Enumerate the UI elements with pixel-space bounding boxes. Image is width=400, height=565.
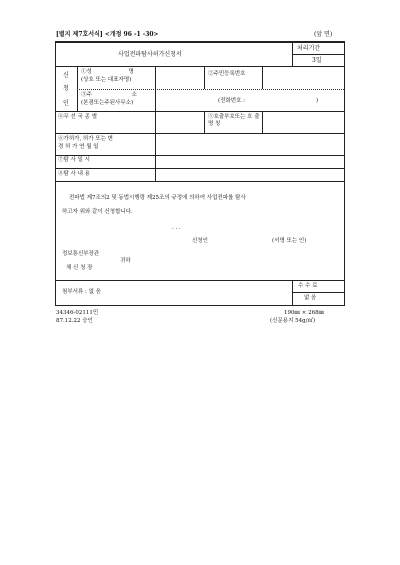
recipient-minister: 정보통신부장관 xyxy=(62,251,100,257)
declaration-line-1: 전파법 제7조의2 및 동법시행령 제25조의 규정에 의하여 사업전파를 탐사 xyxy=(69,195,246,201)
processing-label: 처리기간 xyxy=(297,45,321,52)
recipient-office: 체 신 청 장 xyxy=(66,265,93,271)
page-side: (앞 면) xyxy=(314,31,333,38)
applicant-group-3: 인 xyxy=(63,100,69,107)
station-type-value[interactable] xyxy=(156,112,204,132)
name-label: ①성 명 xyxy=(81,69,134,75)
form-left-border xyxy=(55,41,56,306)
application-date: . . . xyxy=(172,225,181,231)
phone-close: ) xyxy=(316,98,319,104)
fee-split xyxy=(292,292,344,293)
paper-size: 190㎜ × 268㎜ xyxy=(284,310,325,316)
resident-divider xyxy=(204,66,205,89)
form-title: 사업전파탐사허가신청서 xyxy=(118,51,182,58)
name-value[interactable] xyxy=(156,67,204,88)
permit-date-label-2: 경 허 가 연 월 일 xyxy=(58,144,99,150)
phone-label: (전화번호 : xyxy=(218,98,245,104)
name-sublabel: (상호 또는 대표자명) xyxy=(81,77,132,83)
attachments-label: 첨부서류 : 없 음 xyxy=(62,289,101,295)
paper-type: (신문용지 54g/㎡) xyxy=(270,318,316,324)
call-sign-label: ⑤호출부호또는 호 출 명 칭 xyxy=(208,114,260,127)
body-bottom-line xyxy=(55,280,345,281)
station-type-label: ④무 선 국 종 별 xyxy=(58,114,98,120)
form-label: [별지 제7호서식] <개정 96 -1 -30> xyxy=(56,31,159,38)
applicant-group-1: 신 xyxy=(63,72,69,79)
survey-period-label: ⑦탐 사 일 시 xyxy=(58,157,90,163)
form-code: 34346-02111민 xyxy=(56,310,99,316)
resident-no-value[interactable] xyxy=(263,67,343,88)
form-top-border xyxy=(55,41,345,43)
declaration-line-2: 하고자 위와 같이 신청합니다. xyxy=(62,209,133,215)
address-sublabel: (본점또는주된사무소) xyxy=(81,100,134,106)
form-right-border xyxy=(344,41,345,306)
fee-value: 없 음 xyxy=(304,295,317,301)
address-label: ③주 소 xyxy=(81,92,137,98)
resident-no-label: ②주민등록번호 xyxy=(208,71,246,77)
fee-label: 수 수 료 xyxy=(298,283,318,289)
permit-date-value[interactable] xyxy=(156,134,343,154)
survey-content-value[interactable] xyxy=(156,169,343,180)
processing-split xyxy=(292,54,344,55)
permit-date-label-1: ⑥가허가, 허가 또는 변 xyxy=(58,136,113,142)
address-value[interactable] xyxy=(156,90,216,110)
recipient-suffix: 귀하 xyxy=(120,258,131,264)
survey-period-value[interactable] xyxy=(156,156,343,167)
call-sign-divider xyxy=(204,111,205,133)
survey-content-label: ⑧탐 사 내 용 xyxy=(58,171,90,177)
call-sign-value[interactable] xyxy=(263,112,343,132)
signature-hint: (서명 또는 인) xyxy=(272,238,307,244)
applicant-signature-label: 신청인 xyxy=(192,238,208,244)
form-bottom-border xyxy=(55,305,345,306)
processing-value: 3일 xyxy=(312,57,322,64)
applicant-group-2: 청 xyxy=(63,85,69,92)
approval-date: 87.12.22 승인 xyxy=(56,318,93,324)
row-line-4 xyxy=(55,181,345,182)
